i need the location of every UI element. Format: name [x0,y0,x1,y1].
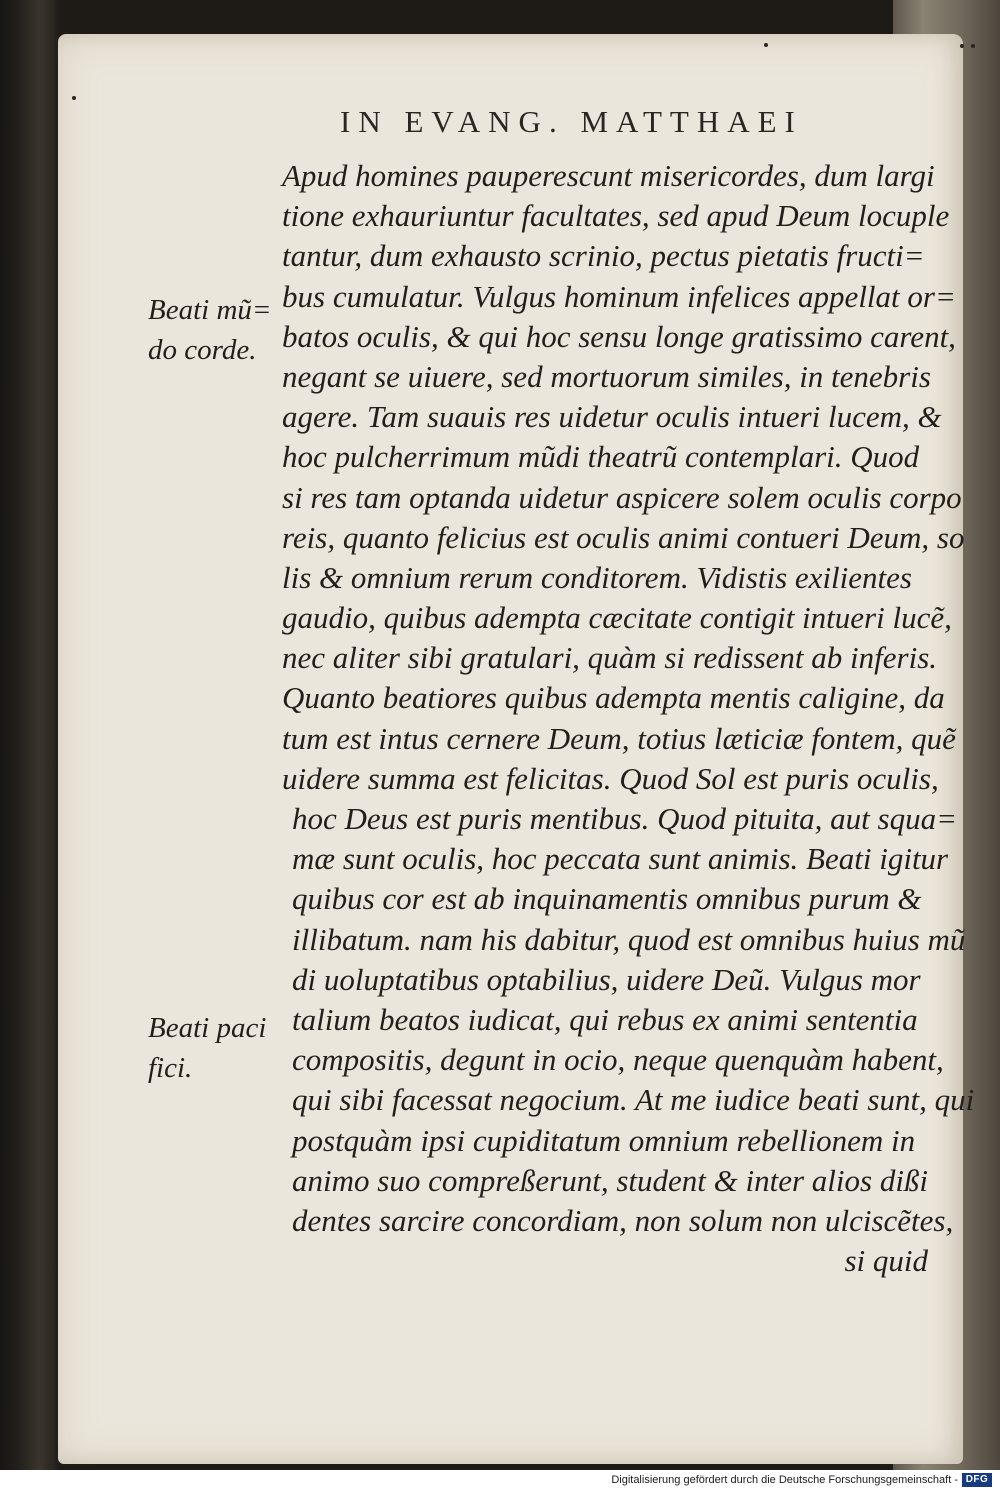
text-line: tum est intus cernere Deum, totius læticiæ fontem, quẽ [282,720,956,756]
margin-note-line: do corde. [148,334,257,366]
text-line: quibus cor est ab inquinamentis omnibus purum & [292,881,922,917]
text-line: Apud homines pauperescunt misericordes, dum largi [282,158,935,193]
text-line: lis & omnium rerum conditorem. Vidistis exilientes [282,559,912,595]
margin-note-line: Beati mũ= [148,294,272,326]
main-text-block [282,156,975,1281]
text-line: illibatum. nam his dabitur, quod est omnibus huius mũ [292,921,966,957]
text-line: qui sibi facessat negocium. At me iudice beati sunt, qui [292,1082,975,1118]
catchword: si quid [844,1243,928,1279]
text-line: hoc pulcherrimum mũdi theatrũ contemplari. Quod [282,439,920,475]
text-line: si res tam optanda uidetur aspicere solem oculis corpo [282,479,962,515]
margin-note-beati-pacifici [148,1008,288,1088]
text-line: negant se uiuere, sed mortuorum similes, in tenebris [282,358,931,394]
text-line: gaudio, quibus adempta cæcitate contigit intueri lucẽ, [282,600,952,636]
text-line: compositis, degunt in ocio, neque quenquàm habent, [292,1042,944,1078]
running-head: IN EVANG. MATTHAEI [340,104,803,139]
margin-note-beati-mundo-corde [148,290,288,370]
text-line: postquàm ipsi cupiditatum omnium rebellionem in [292,1122,916,1158]
text-line: agere. Tam suauis res uidetur oculis intueri lucem, & [282,399,942,435]
text-line: Quanto beatiores quibus adempta mentis caligine, da [282,680,945,716]
margin-note-line: fici. [148,1052,193,1084]
footer-bar [0,1470,1000,1491]
text-line: tione exhauriuntur facultates, sed apud Deum locuple [282,198,950,234]
text-line: di uoluptatibus optabilius, uidere Deũ. Vulgus mor [292,961,921,997]
text-line: animo suo compreßerunt, student & inter alios dißi [292,1162,929,1198]
text-line: nec aliter sibi gratulari, quàm si redissent ab inferis. [282,640,938,676]
text-line: uidere summa est felicitas. Quod Sol est puris oculis, [282,760,939,796]
funding-credit: Digitalisierung gefördert durch die Deutsche Forschungsgemeinschaft - [611,1474,958,1486]
dfg-logo[interactable]: DFG [962,1473,992,1487]
ink-speck [764,43,768,47]
text-line: mæ sunt oculis, hoc peccata sunt animis. Beati igitur [292,841,949,877]
text-line: dentes sarcire concordiam, non solum non ulciscẽtes, [292,1202,954,1238]
margin-note-line: Beati paci [148,1012,267,1044]
ink-speck [960,44,964,48]
text-line: hoc Deus est puris mentibus. Quod pituita, aut squa= [292,801,958,836]
text-line: bus cumulatur. Vulgus hominum infelices appellat or= [282,278,956,314]
text-line: batos oculis, & qui hoc sensu longe gratissimo carent, [282,318,956,354]
text-line: reis, quanto felicius est oculis animi contueri Deum, so [282,519,965,555]
text-line: talium beatos iudicat, qui rebus ex animi sententia [292,1001,918,1037]
ink-speck [72,96,76,100]
text-line: tantur, dum exhausto scrinio, pectus pietatis fructi= [282,238,925,274]
ink-speck [971,44,975,48]
